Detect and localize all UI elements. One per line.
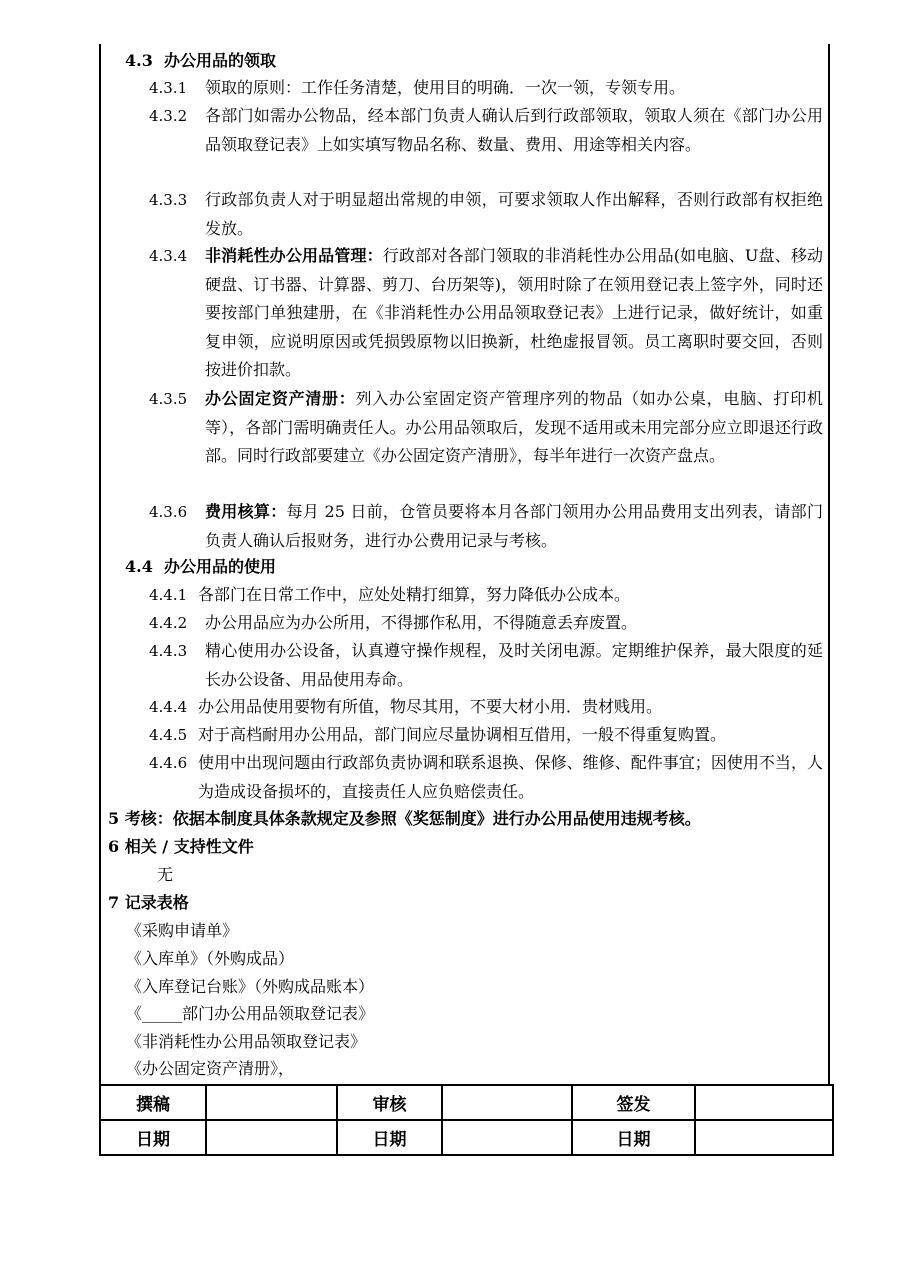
record-form-item: 《入库单》（外购成品） bbox=[126, 949, 295, 968]
section-6-heading: 6 相关 / 支持性文件 bbox=[108, 837, 254, 856]
item-number: 4.4.1 bbox=[149, 586, 188, 604]
signoff-row bbox=[100, 1085, 833, 1120]
reviewer-cell[interactable] bbox=[442, 1085, 572, 1120]
record-form-item: 《办公固定资产清册》， bbox=[126, 1059, 295, 1078]
signoff-table bbox=[99, 1084, 834, 1156]
item-number: 4.3.5 bbox=[149, 390, 188, 408]
issuer-cell[interactable] bbox=[695, 1085, 833, 1120]
item-4-4-2-text: 办公用品应为办公所用，不得挪作私用，不得随意丢弃废置。 bbox=[205, 613, 638, 632]
item-4-3-1-text: 领取的原则：工作任务清楚，使用目的明确．一次一领，专领专用。 bbox=[205, 78, 686, 97]
item-4-4-1-text: 各部门在日常工作中，应处处精打细算，努力降低办公成本。 bbox=[198, 585, 631, 604]
reviewer-label: 审核 bbox=[337, 1085, 442, 1120]
item-lead: 非消耗性办公用品管理： bbox=[205, 246, 383, 265]
item-4-3-4-text: 非消耗性办公用品管理：行政部对各部门领取的非消耗性办公用品(如电脑、U盘、移动硬盘、订书器、计算器、剪刀、台历架等)，领用时除了在领用登记表上签字外，同时还要按部门单独建册，在《非消耗性办公用品领取登记表》上进行记录，做好统计，如重复申领，应说明原因或凭损毁原物以旧换新，杜绝虚报冒领。员工离职时要交回，否则按进价扣款。 bbox=[205, 246, 823, 379]
date-cell[interactable] bbox=[695, 1120, 833, 1155]
item-4-4-4-text: 办公用品使用要物有所值，物尽其用，不要大材小用．贵材贱用。 bbox=[198, 697, 663, 716]
date-cell[interactable] bbox=[206, 1120, 337, 1155]
item-number: 4.3.3 bbox=[149, 191, 188, 209]
item-number: 4.4.6 bbox=[149, 754, 188, 772]
item-4-4-3-text: 精心使用办公设备，认真遵守操作规程，及时关闭电源。定期维护保养，最大限度的延长办公设备、用品使用寿命。 bbox=[205, 641, 823, 689]
section-5-assessment: 5 考核：依据本制度具体条款规定及参照《奖惩制度》进行办公用品使用违规考核。 bbox=[108, 809, 701, 828]
drafter-label: 撰稿 bbox=[100, 1085, 206, 1120]
section-4-3-heading: 4.3 办公用品的领取 bbox=[125, 51, 276, 70]
item-lead: 办公固定资产清册： bbox=[205, 389, 356, 408]
item-4-3-3-text: 行政部负责人对于明显超出常规的申领，可要求领取人作出解释，否则行政部有权拒绝发放。 bbox=[205, 190, 823, 238]
date-row bbox=[100, 1120, 833, 1155]
item-4-4-5-text: 对于高档耐用办公用品，部门间应尽量协调相互借用，一般不得重复购置。 bbox=[198, 725, 727, 744]
date-cell[interactable] bbox=[442, 1120, 572, 1155]
item-number: 4.4.5 bbox=[149, 726, 188, 744]
date-label: 日期 bbox=[572, 1120, 695, 1155]
item-number: 4.3.6 bbox=[149, 503, 188, 521]
item-4-4-6-text: 使用中出现问题由行政部负责协调和联系退换、保修、维修、配件事宜；因使用不当，人为造成设备损坏的，直接责任人应负赔偿责任。 bbox=[198, 753, 823, 801]
section-6-body: 无 bbox=[157, 865, 174, 884]
record-form-item: 《非消耗性办公用品领取登记表》 bbox=[126, 1032, 367, 1051]
date-label: 日期 bbox=[337, 1120, 442, 1155]
record-form-item: 《入库登记台账》（外购成品账本） bbox=[126, 977, 375, 996]
item-number: 4.3.2 bbox=[149, 107, 188, 125]
record-form-item: 《_____部门办公用品领取登记表》 bbox=[126, 1004, 375, 1023]
section-4-4-heading: 4.4 办公用品的使用 bbox=[125, 557, 276, 576]
item-number: 4.4.2 bbox=[149, 614, 188, 632]
record-form-item: 《采购申请单》 bbox=[126, 921, 239, 940]
item-4-3-6-text: 费用核算：每月 25 日前，仓管员要将本月各部门领用办公用品费用支出列表，请部门负责人确认后报财务，进行办公费用记录与考核。 bbox=[205, 502, 823, 550]
item-number: 4.4.4 bbox=[149, 698, 188, 716]
item-number: 4.3.1 bbox=[149, 79, 188, 97]
issuer-label: 签发 bbox=[572, 1085, 695, 1120]
item-4-3-5-text: 办公固定资产清册：列入办公室固定资产管理序列的物品（如办公桌，电脑、打印机等），各部门需明确责任人。办公用品领取后，发现不适用或未用完部分应立即退还行政部。同时行政部要建立《办公固定资产清册》，每半年进行一次资产盘点。 bbox=[205, 389, 823, 465]
item-lead: 费用核算： bbox=[205, 502, 287, 521]
item-number: 4.3.4 bbox=[149, 247, 188, 265]
section-7-heading: 7 记录表格 bbox=[108, 893, 189, 912]
item-4-3-2-text: 各部门如需办公物品，经本部门负责人确认后到行政部领取，领取人须在《部门办公用品领取登记表》上如实填写物品名称、数量、费用、用途等相关内容。 bbox=[205, 106, 823, 154]
date-label: 日期 bbox=[100, 1120, 206, 1155]
item-number: 4.4.3 bbox=[149, 642, 188, 660]
drafter-cell[interactable] bbox=[206, 1085, 337, 1120]
